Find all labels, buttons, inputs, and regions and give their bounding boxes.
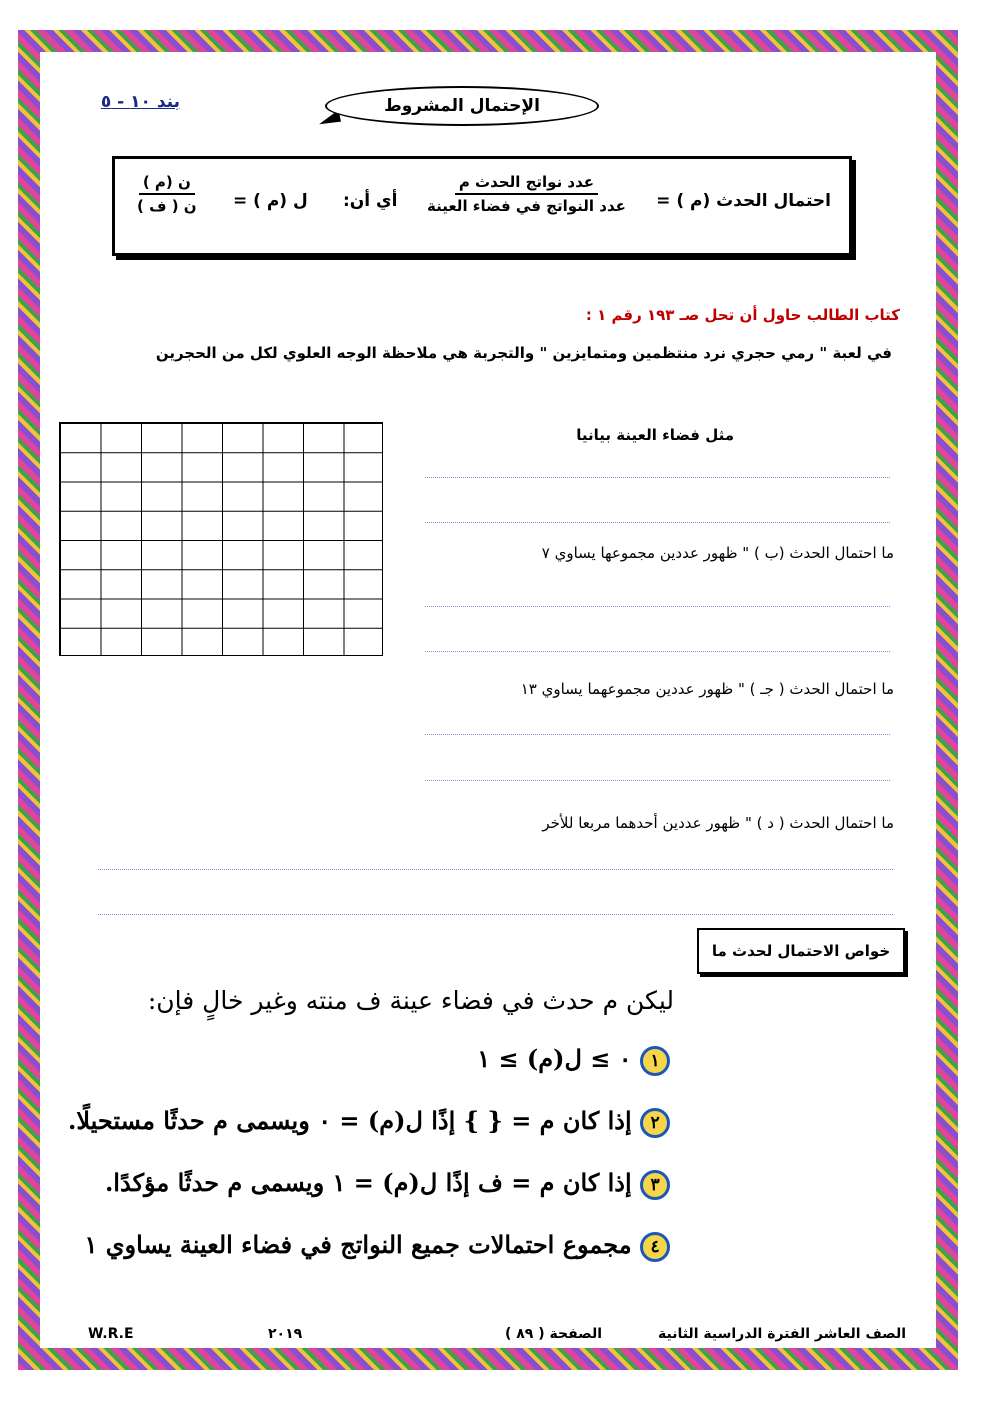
footer-grade: الصف العاشر الفترة الدراسية الثانية <box>658 1326 906 1342</box>
answer-line[interactable] <box>425 651 890 652</box>
section-number: بند ١٠ - ٥ <box>100 92 180 112</box>
answer-line[interactable] <box>98 869 893 870</box>
fraction-numerator: عدد نواتج الحدث م <box>455 173 598 195</box>
answer-line[interactable] <box>98 914 893 915</box>
question-event-b: ما احتمال الحدث (ب ) " ظهور عددين مجموعها يساوي ٧ <box>541 544 894 562</box>
property-item-3 <box>105 1168 670 1200</box>
footer-year: ٢٠١٩ <box>268 1326 303 1342</box>
property-item-1 <box>477 1044 670 1076</box>
question-sample-space: مثل فضاء العينة بيانيا <box>576 426 734 444</box>
formula-box <box>112 156 852 256</box>
properties-header: خواص الاحتمال لحدث ما <box>697 928 905 974</box>
answer-line[interactable] <box>425 522 890 523</box>
property-item-2 <box>68 1106 670 1138</box>
number-badge: ٢ <box>640 1108 670 1138</box>
formula-short-fraction <box>137 173 197 215</box>
property-text: إذا كان م = ف إذًا ل(م) = ١ ويسمى م حدثًا مؤكدًا. <box>104 1168 632 1197</box>
property-text: ٠ ≥ ل(م) ≥ ١ <box>477 1044 632 1073</box>
fraction-denominator: عدد النواتج في فضاء العينة <box>427 197 626 215</box>
property-text: مجموع احتمالات جميع النواتج في فضاء العينة يساوي ١ <box>84 1230 632 1259</box>
page-title: الإحتمال المشروط <box>325 86 599 126</box>
sample-space-grid[interactable] <box>59 422 383 656</box>
footer-author: W.R.E <box>88 1326 134 1342</box>
formula-label: احتمال الحدث (م ) = <box>656 191 831 211</box>
answer-line[interactable] <box>425 477 890 478</box>
exercise-description: في لعبة " رمي حجري نرد منتظمين ومتمايزين " والتجربة هي ملاحظة الوجه العلوي لكل من الحجرين <box>155 344 892 362</box>
formula-fraction <box>427 173 626 215</box>
exercise-reference: كتاب الطالب حاول أن تحل صـ ١٩٣ رقم ١ : <box>585 306 900 324</box>
footer-page: الصفحة ( ٨٩ ) <box>504 1326 602 1342</box>
question-event-d: ما احتمال الحدث ( د ) " ظهور عددين أحدهما مربعا للأخر <box>542 814 894 832</box>
answer-line[interactable] <box>425 606 890 607</box>
short-numerator: ن (م ) <box>139 173 195 195</box>
answer-line[interactable] <box>425 734 890 735</box>
properties-intro: ليكن م حدث في فضاء عينة ف منته وغير خالٍ فإن: <box>147 986 674 1015</box>
number-badge: ٣ <box>640 1170 670 1200</box>
short-denominator: ن ( ف ) <box>137 197 197 215</box>
property-text: إذا كان م = { } إذًا ل(م) = ٠ ويسمى م حدثًا مستحيلًا. <box>68 1106 632 1135</box>
number-badge: ١ <box>640 1046 670 1076</box>
number-badge: ٤ <box>640 1232 670 1262</box>
property-item-4 <box>85 1230 670 1262</box>
formula-lhs: ل (م ) = <box>233 191 308 211</box>
answer-line[interactable] <box>425 780 890 781</box>
formula-connector: أي أن: <box>343 191 398 211</box>
question-event-c: ما احتمال الحدث ( جـ ) " ظهور عددين مجموعهما يساوي ١٣ <box>520 680 894 698</box>
